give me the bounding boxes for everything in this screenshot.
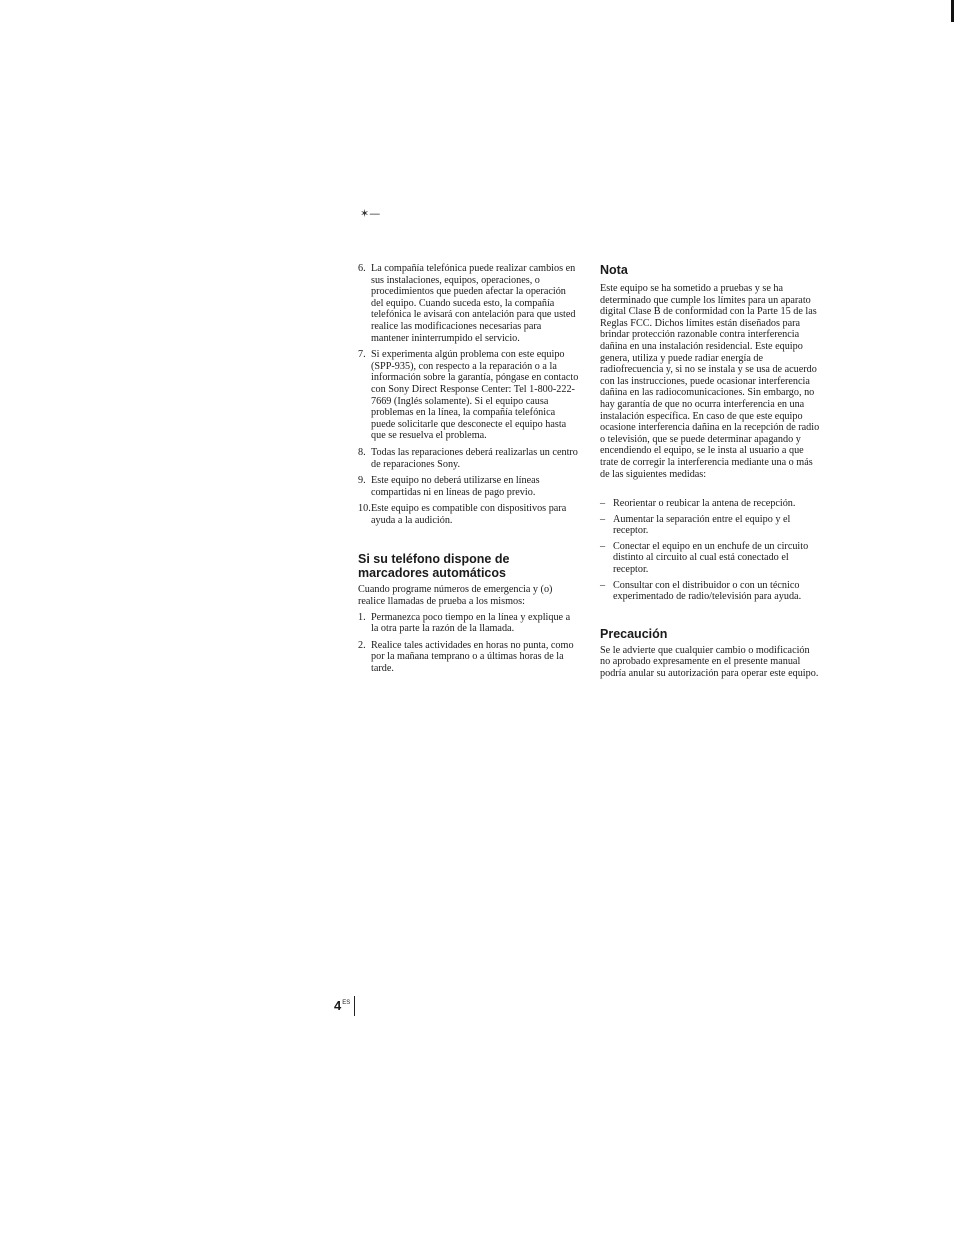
page-number-rule — [354, 996, 355, 1016]
heading-nota: Nota — [600, 263, 628, 277]
nota-paragraph: Este equipo se ha sometido a pruebas y se ha determinado que cumple los límites para un aparato digital Clase B de conformidad con la Parte 15 de las Reglas FCC. Dichos límites están diseñados para brindar protección razonable contra interferencia dañina en una instalación residencial. Este equipo genera, utiliza y puede radiar energía de radiofrecuencia y, si no se instala y se usa de acuerdo con las instrucciones, puede ocasionar interferencia dañina en las radiocomunicaciones. Sin embargo, no hay garantía de que no ocurra interferencia en una instalación específica. En caso de que este equipo ocasione interferencia dañina en la recepción de radio o televisión, que se puede determinar apagando y encendiendo el equipo, se le insta al usuario a que trate de corregir la interferencia mediante una o más de las siguientes medidas: — [600, 283, 820, 480]
heading-precaucion: Precaución — [600, 626, 668, 641]
list-item: 9. Este equipo no deberá utilizarse en líneas compartidas ni en líneas de pago previo. — [358, 475, 540, 498]
list-item: 10. Este equipo es compatible con dispositivos para ayuda a la audición. — [358, 503, 567, 526]
list-item: – Conectar el equipo en un enchufe de un circuito distinto al circuito al cual está conectado el receptor. — [600, 540, 809, 576]
auto-dialers-intro: Cuando programe números de emergencia y (o) realice llamadas de prueba a los mismos: — [358, 584, 553, 608]
list-item: 7. Si experimenta algún problema con este equipo (SPP-935), con respecto a la reparación o a la información sobre la garantía, póngase en contacto con Sony Direct Response Center: Tel 1-800-222-7669 (Inglés solamente). Si el equipo causa problemas en la línea, la compañía telefónica puede solicitarle que desconecte el equipo hasta que se resuelva el problema. — [358, 349, 579, 442]
measures-list — [600, 498, 822, 603]
list-item: 8. Todas las reparaciones deberá realizarlas un centro de reparaciones Sony. — [358, 446, 578, 470]
list-item: – Consultar con el distribuidor o con un técnico experimentado de radio/televisión para ayuda. — [600, 579, 802, 603]
list-item: – Reorientar o reubicar la antena de recepción. — [600, 498, 796, 510]
list-item: – Aumentar la separación entre el equipo y el receptor. — [600, 513, 791, 537]
list-item: 2. Realice tales actividades en horas no punta, como por la mañana temprano o a últimas horas de la tarde. — [358, 639, 574, 675]
right-column — [600, 263, 822, 680]
numbered-list-requirements — [358, 263, 580, 526]
numbered-list-emergency — [358, 612, 580, 675]
page-number: $4^{ES}$ — [334, 998, 351, 1013]
crop-mark: ✶— — [360, 207, 381, 220]
list-item: 1. Permanezca poco tiempo en la línea y explique a la otra parte la razón de la llamada. — [358, 611, 571, 635]
precaucion-paragraph: Se le advierte que cualquier cambio o modificación no aprobado expresamente en el presente manual podría anular su autorización para operar este equipo. — [600, 644, 819, 680]
left-column — [358, 263, 580, 680]
heading-auto-dialers: Si su teléfono dispone de marcadores automáticos — [358, 552, 510, 581]
list-item: 6. La compañía telefónica puede realizar cambios en sus instalaciones, equipos, operaciones, o procedimientos que pueden afectar la operación del equipo. Cuando suceda esto, la compañía telefónica le avisará con antelación para que usted realice las modificaciones necesarias para mantener ininterrumpido el servicio. — [358, 263, 576, 344]
